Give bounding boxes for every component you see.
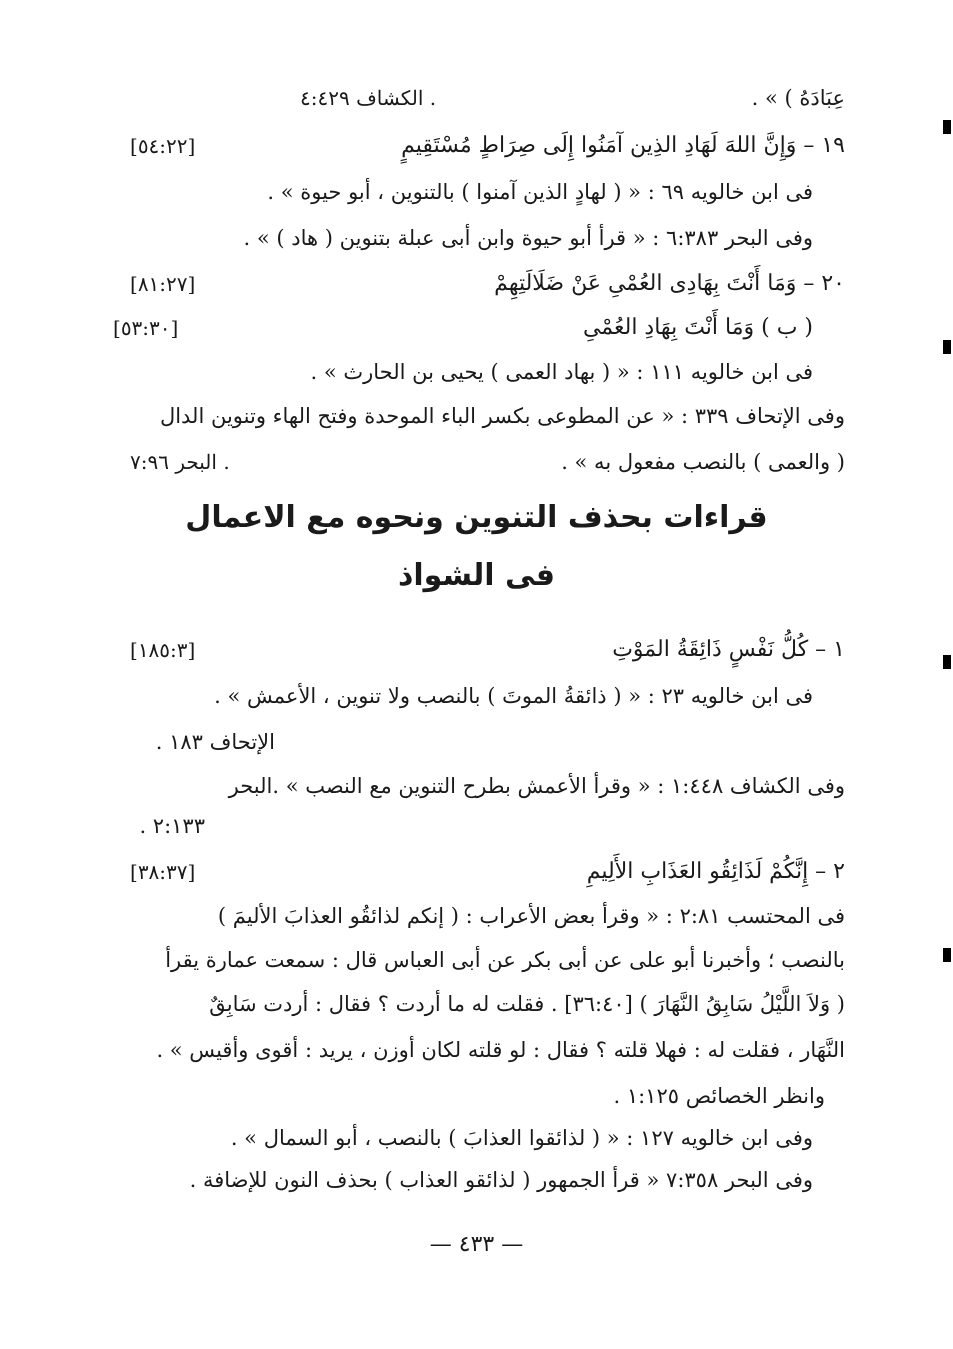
verse-reference: [٥٣:٣٠] [113,316,179,340]
line-text: ( والعمى ) بالنصب مفعول به » . [561,450,845,474]
line-text: الإتحاف ١٨٣ . [155,730,275,754]
line-text: وفى الكشاف ١:٤٤٨ : « وقرأ الأعمش بطرح التنوين مع النصب » .البحر [228,774,845,798]
text-line [130,896,845,936]
text-line [130,396,845,436]
verse-line [130,264,845,304]
line-text: وفى ابن خالويه ١٢٧ : « ( لذائقوا العذابَ ) بالنصب ، أبو السمال » . [230,1126,813,1150]
verse-reference: [٥٤:٢٢] [130,134,196,158]
line-text: وانظر الخصائص ١:١٢٥ . [613,1084,825,1108]
verse-reference: [٨١:٢٧] [130,272,196,296]
line-text: ١٩ – وَإِنَّ اللهَ لَهَادِ الذِين آمَنُوا إِلَى صِرَاطٍ مُسْتَقِيمٍ [401,133,845,158]
scan-edge-mark [943,340,951,354]
line-text: وفى الإتحاف ٣٣٩ : « عن المطوعى بكسر الباء الموحدة وفتح الهاء وتنوين الدال [159,404,845,428]
verse-line [130,126,845,166]
text-line [123,218,813,258]
text-line [123,1160,813,1200]
text-line [130,806,845,846]
line-text: ( وَلاَ اللَّيْلُ سَابِقُ النَّهَارَ ) [٣٦:٤٠] . فقلت له ما أردت ؟ فقال : أردت سَابِقٌ [209,992,845,1016]
text-line [123,676,813,716]
line-text: بالنصب ؛ وأخبرنا أبو على عن أبى بكر عن أبى العباس قال : سمعت عمارة يقرأ [165,948,845,972]
verse-line [130,852,845,892]
text-line [123,172,813,212]
line-text: ( ب ) وَمَا أَنْتَ بِهَادِ العُمْىِ [582,315,813,340]
text-line [123,1118,813,1158]
text-line [130,940,845,980]
line-text: فى ابن خالويه ٢٣ : « ( ذائقةُ الموتَ ) بالنصب ولا تنوين ، الأعمش » . [214,684,813,708]
line-text: ١ – كُلُّ نَفْسٍ ذَائِقَةُ المَوْتِ [612,637,845,662]
page-number: — ٤٣٣ — [429,1232,524,1257]
section-heading: قراءات بحذف التنوين ونحوه مع الاعمال [185,500,768,535]
text-line [130,984,845,1024]
text-line [130,1030,845,1070]
text-line [130,78,845,118]
scan-edge-mark [943,120,951,134]
line-reference: الكشاف ٤:٤٢٩ . [300,86,437,110]
text-line [130,766,845,806]
line-text: ٢ – إِنَّكُمْ لَذَائِقُو العَذَابِ الأَلِيمِ [586,859,845,884]
line-text: وفى البحر ٦:٣٨٣ : « قرأ أبو حيوة وابن أبى عبلة بتنوين ( هاد ) » . [243,226,813,250]
verse-line [130,630,845,670]
line-text: ٢٠ – وَمَا أَنْتَ بِهَادِى العُمْىِ عَنْ ضَلَالَتِهِمْ [494,271,845,296]
line-text: وفى البحر ٧:٣٥٨ « قرأ الجمهور ( لذائقو العذاب ) بحذف النون للإضافة . [189,1168,813,1192]
line-text: عِبَادَهُ ) » . [751,86,845,110]
line-text: فى ابن خالويه ٦٩ : « ( لهادٍ الذين آمنوا ) بالتنوين ، أبو حيوة » . [267,180,813,204]
scan-edge-mark [943,655,951,669]
scan-edge-mark [943,948,951,962]
line-reference: البحر ٧:٩٦ . [130,450,230,474]
text-line [130,442,845,482]
line-text: فى ابن خالويه ١١١ : « ( بهاد العمى ) يحيى بن الحارث » . [310,360,813,384]
verse-reference: [٣٨:٣٧] [130,860,196,884]
line-text: ٢:١٣٣ . [139,814,205,838]
text-line [130,722,845,762]
text-line [130,1076,845,1116]
text-line [123,352,813,392]
line-text: النَّهَار ، فقلت له : فهلا قلته ؟ فقال : لو قلته لكان أوزن ، يريد : أقوى وأقيس » . [156,1038,845,1062]
line-text: فى المحتسب ٢:٨١ : « وقرأ بعض الأعراب : ( إنكم لذائقُو العذابَ الأليمَ ) [217,904,845,928]
verse-line [113,308,813,348]
verse-reference: [١٨٥:٣] [130,638,196,662]
section-subheading: فى الشواذ [397,558,555,593]
